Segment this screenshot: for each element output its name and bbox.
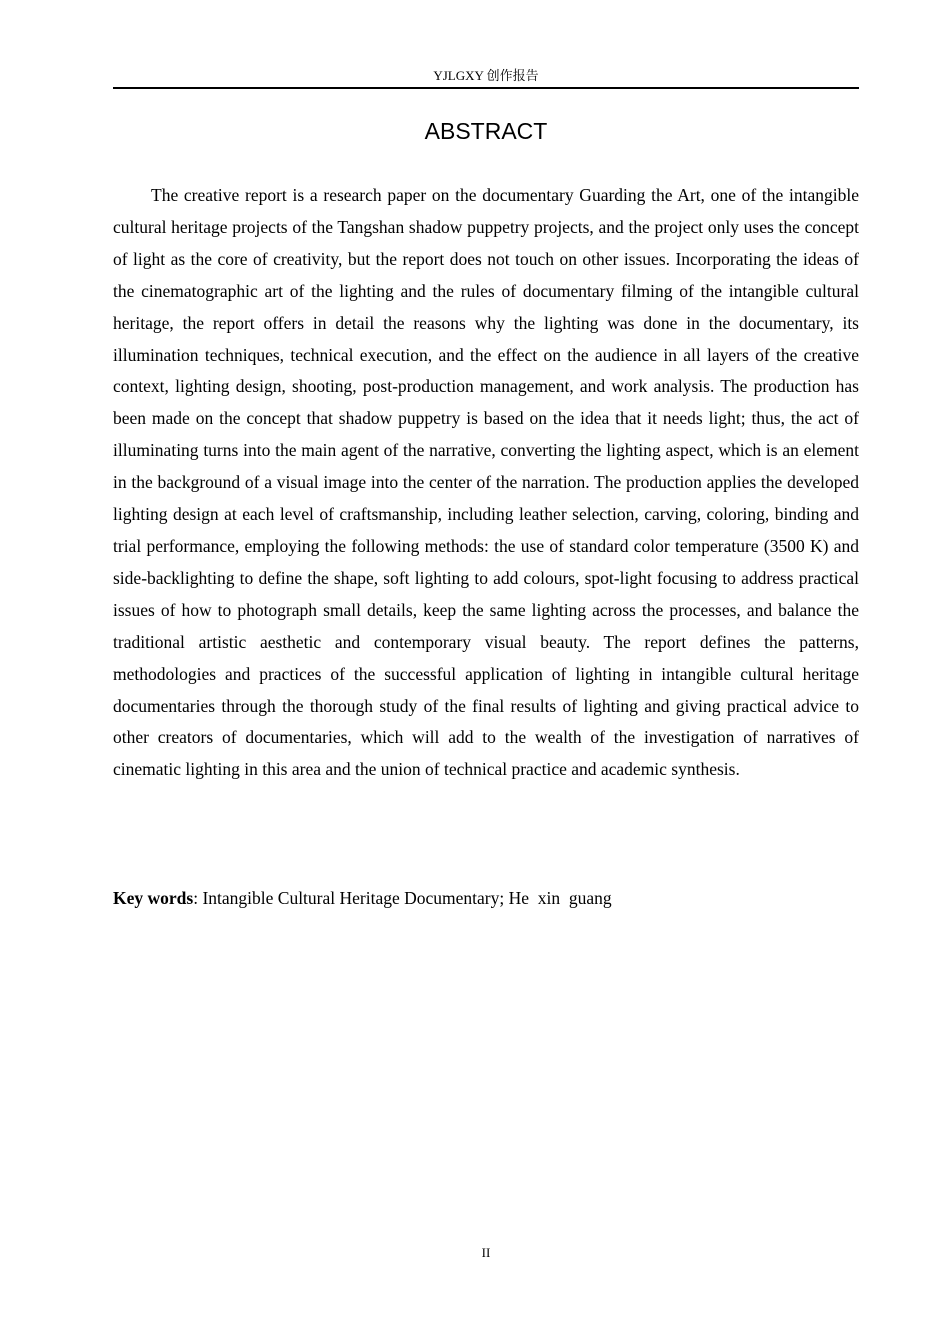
abstract-title: ABSTRACT <box>424 118 548 144</box>
header-text: YJLGXY 创作报告 <box>433 68 539 83</box>
keywords-label: Key words <box>113 888 194 908</box>
page-number: II <box>481 1245 491 1260</box>
keywords-line <box>113 883 859 915</box>
keywords-separator: : <box>193 888 203 908</box>
keywords-value: Intangible Cultural Heritage Documentary; He xin guang <box>202 888 612 908</box>
page-header <box>113 66 859 89</box>
abstract-body: The creative report is a research paper on the documentary Guarding the Art, one of the intangible cultural heritage projects of the Tangshan shadow puppetry projects, and the project only uses the concept of light as the core of creativity, but the report does not touch on other issues. Incorporating the ideas of the cinematographic art of the lighting and the rules of documentary filming of the intangible cultural heritage, the report offers in detail the reasons why the lighting was done in the documentary, its illumination techniques, technical execution, and the effect on the audience in all layers of the creative context, lighting design, shooting, post-production management, and work analysis. The production has been made on the concept that shadow puppetry is based on the idea that it needs light; thus, the act of illuminating turns into the main agent of the narrative, converting the lighting aspect, which is an element in the background of a visual image into the center of the narration. The production applies the developed lighting design at each level of craftsmanship, including leather selection, carving, coloring, binding and trial performance, employing the following methods: the use of standard color temperature (3500 K) and side-backlighting to define the shape, soft lighting to add colours, spot-light focusing to address practical issues of how to photograph small details, keep the same lighting across the processes, and balance the traditional artistic aesthetic and contemporary visual beauty. The report defines the patterns, methodologies and practices of the successful application of lighting in intangible cultural heritage documentaries through the thorough study of the final results of lighting and giving practical advice to other creators of documentaries, which will add to the wealth of the investigation of narratives of cinematic lighting in this area and the union of technical practice and academic synthesis. <box>113 185 859 780</box>
